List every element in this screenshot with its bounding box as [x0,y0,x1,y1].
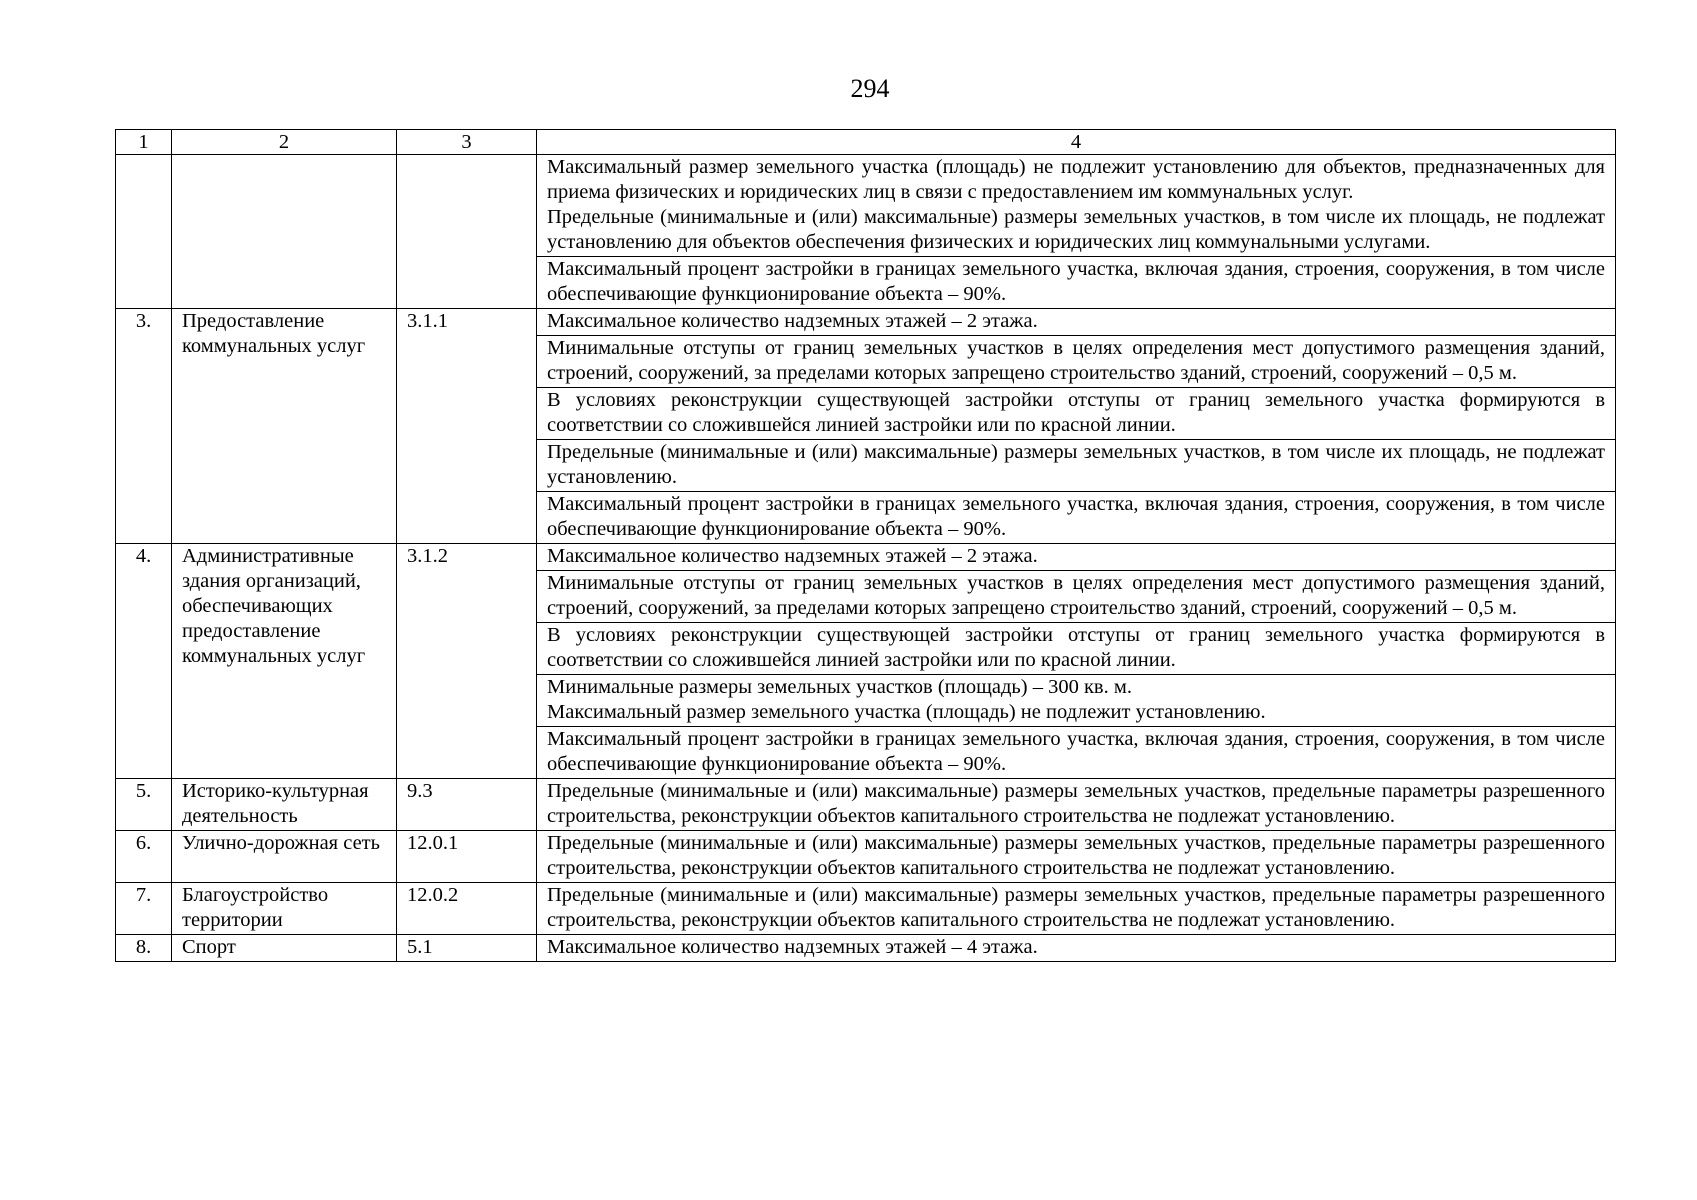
parameter-cell [537,257,1616,309]
header-row [116,130,1616,155]
parameter-cell [537,309,1616,336]
parameter-paragraph: Максимальный размер земельного участка (площадь) не подлежит установлению. [547,701,1266,723]
parameter-paragraph: Предельные (минимальные и (или) максимальные) размеры земельных участков, в том числе их площадь, не подлежат установлению. [547,441,1605,488]
land-use-code-cell: 9.3 [397,779,537,831]
land-use-name-cell: Предоставление коммунальных услуг [172,309,397,544]
row-number-cell: 4. [116,544,172,779]
row-number-cell: 3. [116,309,172,544]
parameter-paragraph: В условиях реконструкции существующей застройки отступы от границ земельного участка формируются в соответствии со сложившейся линией застройки или по красной линии. [547,624,1605,671]
parameter-paragraph: Минимальные размеры земельных участков (площадь) – 300 кв. м. [547,676,1132,698]
parameter-paragraph: Предельные (минимальные и (или) максимальные) размеры земельных участков, в том числе их площадь, не подлежат установлению для объектов обеспечения физических и юридических лиц коммунальными услугами. [547,206,1605,253]
parameter-cell [537,935,1616,962]
land-use-code-cell: 5.1 [397,935,537,962]
table-row [116,935,1616,962]
parameter-cell [537,388,1616,440]
land-use-code-cell: 3.1.1 [397,309,537,544]
land-use-code-cell: 12.0.2 [397,883,537,935]
land-use-name-cell: Улично-дорожная сеть [172,831,397,883]
table-row [116,831,1616,883]
page-number: 294 [850,74,890,103]
land-use-name-cell: Историко-культурная деятельность [172,779,397,831]
table-row [116,155,1616,257]
row-number-cell: 7. [116,883,172,935]
row-number-cell [116,155,172,309]
parameter-paragraph: Предельные (минимальные и (или) максимальные) размеры земельных участков, предельные параметры разрешенного строительства, реконструкции объектов капитального строительства не подлежат установлению. [547,832,1605,879]
parameter-paragraph: Максимальное количество надземных этажей – 4 этажа. [547,936,1038,958]
parameter-cell [537,623,1616,675]
table-row [116,779,1616,831]
parameter-cell [537,440,1616,492]
parameter-paragraph: Максимальное количество надземных этажей – 2 этажа. [547,310,1038,332]
header-col-3: 3 [397,130,537,155]
header-col-2: 2 [172,130,397,155]
land-use-name-cell: Благоустройство территории [172,883,397,935]
parameter-cell [537,779,1616,831]
parameter-paragraph: Предельные (минимальные и (или) максимальные) размеры земельных участков, предельные параметры разрешенного строительства, реконструкции объектов капитального строительства не подлежат установлению. [547,884,1605,931]
parameter-paragraph: Максимальное количество надземных этажей – 2 этажа. [547,545,1038,567]
land-use-name-cell [172,155,397,309]
land-use-code-cell: 3.1.2 [397,544,537,779]
row-number-cell: 5. [116,779,172,831]
parameter-paragraph: Максимальный размер земельного участка (площадь) не подлежит установлению для объектов, предназначенных для приема физических и юридических лиц в связи с предоставлением им коммунальных услуг. [547,156,1605,203]
parameter-paragraph: Максимальный процент застройки в границах земельного участка, включая здания, строения, сооружения, в том числе обеспечивающие функционирование объекта – 90%. [547,493,1605,540]
parameter-cell [537,155,1616,257]
land-use-code-cell [397,155,537,309]
row-number-cell: 6. [116,831,172,883]
parameter-paragraph: Максимальный процент застройки в границах земельного участка, включая здания, строения, сооружения, в том числе обеспечивающие функционирование объекта – 90%. [547,728,1605,775]
parameter-cell [537,571,1616,623]
row-number-cell: 8. [116,935,172,962]
table-row [116,309,1616,336]
zoning-parameters-table [115,129,1616,962]
parameter-cell [537,727,1616,779]
parameter-paragraph: Минимальные отступы от границ земельных участков в целях определения мест допустимого размещения зданий, строений, сооружений, за пределами которых запрещено строительство зданий, строений, сооружений – 0,5 м. [547,337,1605,384]
parameter-cell [537,883,1616,935]
parameter-paragraph: Минимальные отступы от границ земельных участков в целях определения мест допустимого размещения зданий, строений, сооружений, за пределами которых запрещено строительство зданий, строений, сооружений – 0,5 м. [547,572,1605,619]
table-row [116,544,1616,571]
table-body [116,130,1616,962]
land-use-code-cell: 12.0.1 [397,831,537,883]
header-col-4: 4 [537,130,1616,155]
parameter-cell [537,675,1616,727]
parameter-cell [537,492,1616,544]
table-row [116,883,1616,935]
land-use-name-cell: Спорт [172,935,397,962]
parameter-paragraph: Максимальный процент застройки в границах земельного участка, включая здания, строения, сооружения, в том числе обеспечивающие функционирование объекта – 90%. [547,258,1605,305]
header-col-1: 1 [116,130,172,155]
parameter-cell [537,336,1616,388]
parameter-paragraph: В условиях реконструкции существующей застройки отступы от границ земельного участка формируются в соответствии со сложившейся линией застройки или по красной линии. [547,389,1605,436]
parameter-cell [537,544,1616,571]
parameter-paragraph: Предельные (минимальные и (или) максимальные) размеры земельных участков, предельные параметры разрешенного строительства, реконструкции объектов капитального строительства не подлежат установлению. [547,780,1605,827]
land-use-name-cell: Административные здания организаций, обеспечивающих предоставление коммунальных услуг [172,544,397,779]
parameter-cell [537,831,1616,883]
